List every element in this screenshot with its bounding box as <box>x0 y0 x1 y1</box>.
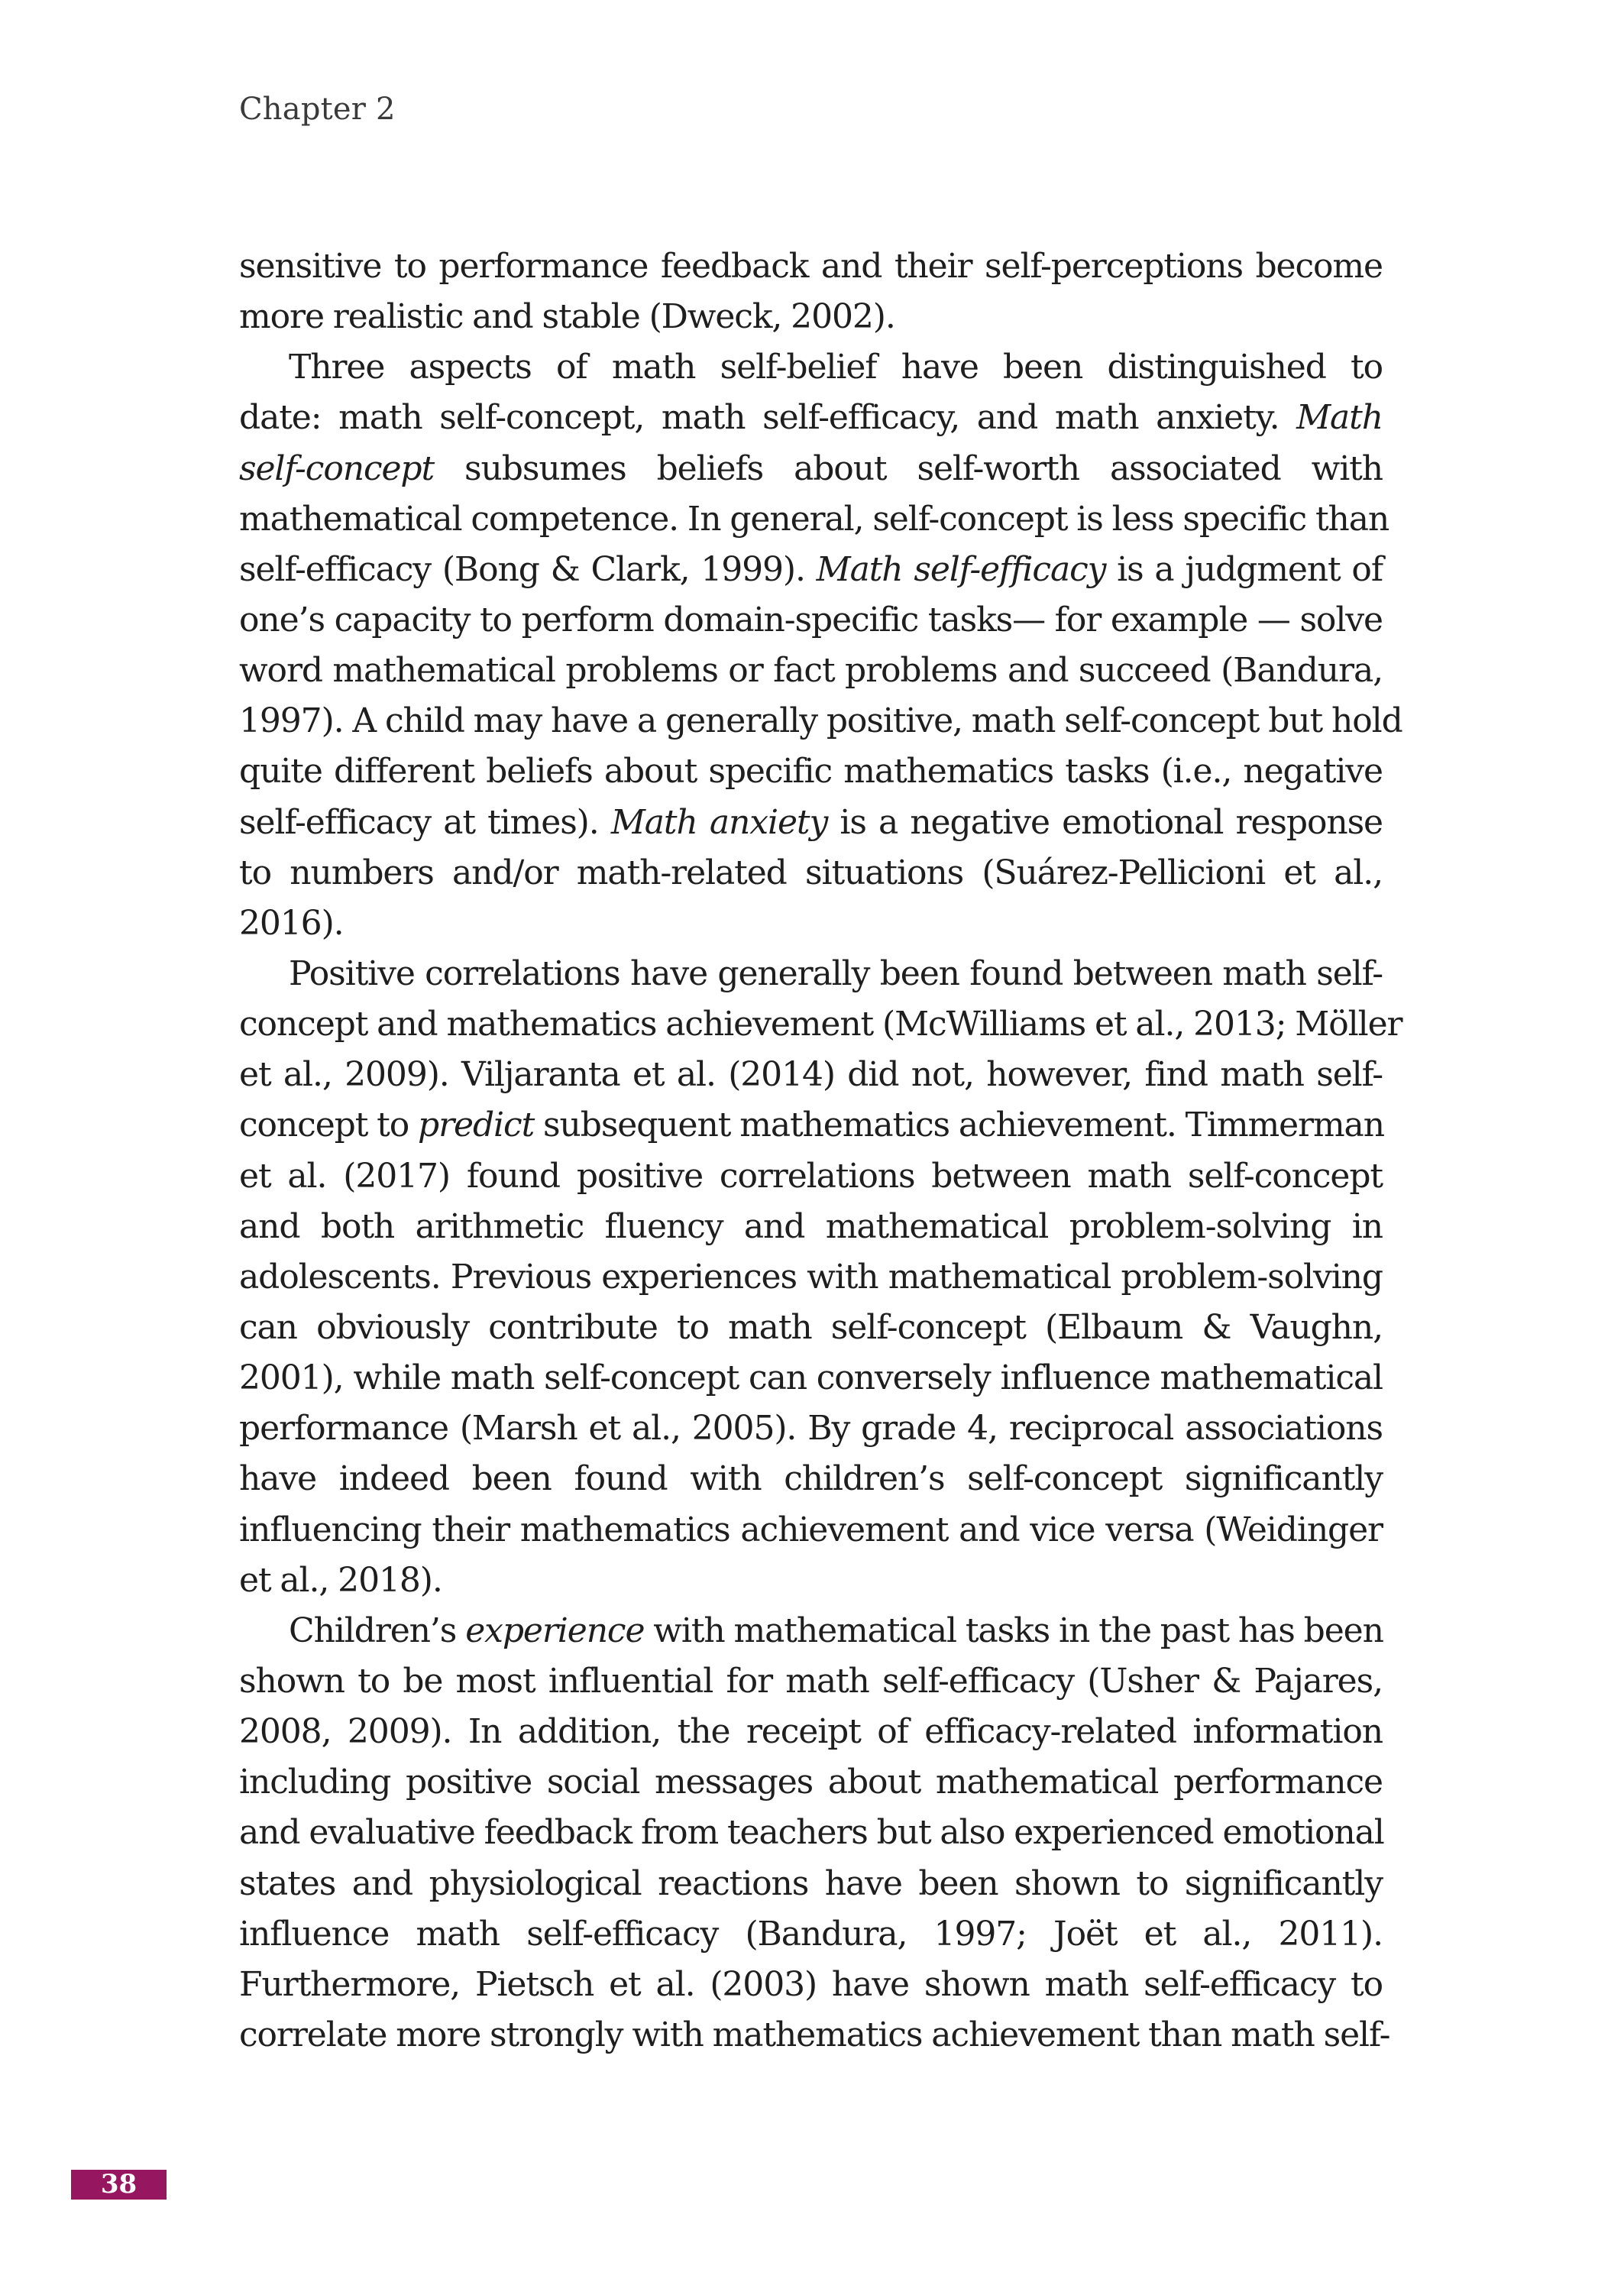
text-run: 2008, 2009). In addition, the receipt of efficacy-related information <box>239 1712 1383 1752</box>
text-run: concept and mathematics achievement (McWilliams et al., 2013; Möller <box>239 1005 1402 1044</box>
text-line <box>239 241 1383 292</box>
paragraph <box>239 949 1402 1606</box>
text-line <box>239 444 1383 494</box>
text-line <box>239 1353 1383 1403</box>
text-run: states and physiological reactions have been shown to significantly <box>239 1863 1383 1903</box>
text-run: is a judgment of <box>1105 549 1383 589</box>
text-run: quite different beliefs about specific mathematics tasks (i.e., negative <box>239 752 1383 792</box>
italic-term: experience <box>465 1611 645 1650</box>
text-run: and evaluative feedback from teachers but also experienced emotional <box>239 1813 1384 1853</box>
text-line <box>239 1403 1383 1454</box>
text-line <box>239 898 1383 949</box>
paragraph <box>239 1606 1390 2061</box>
text-run: subsumes beliefs about self-worth associated with <box>434 448 1383 488</box>
running-head: Chapter 2 <box>239 92 396 127</box>
text-run: Three aspects of math self-belief have been distinguished to <box>289 348 1383 387</box>
text-line <box>239 545 1383 595</box>
text-line <box>239 1707 1383 1757</box>
text-run: subsequent mathematics achievement. Timmerman <box>534 1106 1384 1145</box>
italic-term: self-concept <box>239 448 435 488</box>
text-line <box>239 949 1383 999</box>
text-run: mathematical competence. In general, self-concept is less specific than <box>239 499 1389 539</box>
text-line <box>239 1252 1383 1303</box>
text-run: and both arithmetic fluency and mathematical problem-solving in <box>239 1206 1383 1246</box>
italic-term: predict <box>418 1106 535 1145</box>
text-run: have indeed been found with children’s self-concept significantly <box>239 1459 1383 1499</box>
text-line <box>239 1151 1383 1202</box>
text-line <box>239 1303 1383 1353</box>
text-run: including positive social messages about mathematical performance <box>239 1763 1383 1802</box>
paragraph <box>239 241 1383 342</box>
text-run: self-efficacy (Bong & Clark, 1999). <box>239 549 817 589</box>
text-line <box>239 999 1402 1050</box>
text-line <box>239 1454 1383 1504</box>
text-line <box>239 1100 1383 1151</box>
italic-term: Math self-efficacy <box>816 549 1106 589</box>
body-text <box>239 241 1402 2061</box>
text-run: shown to be most influential for math self-efficacy (Usher & Pajares, <box>239 1661 1383 1701</box>
text-run: correlate more strongly with mathematics achievement than math self- <box>239 2015 1390 2054</box>
text-line <box>239 393 1383 443</box>
text-run: self-efficacy at times). <box>239 802 611 842</box>
text-run: et al., 2018). <box>239 1560 442 1600</box>
text-line <box>239 848 1383 898</box>
text-run: to numbers and/or math-related situations (Suárez-Pellicioni et al., <box>239 853 1383 892</box>
text-line <box>239 1050 1383 1100</box>
text-line <box>239 1656 1383 1707</box>
text-run: adolescents. Previous experiences with mathematical problem-solving <box>239 1257 1383 1297</box>
text-line <box>239 494 1389 545</box>
text-run: one’s capacity to perform domain-specific tasks— for example — solve <box>239 600 1383 639</box>
text-line <box>239 1202 1383 1252</box>
text-line <box>239 798 1383 848</box>
text-line <box>239 342 1383 393</box>
text-line <box>239 1808 1383 1858</box>
text-run: Positive correlations have generally been found between math self- <box>289 953 1383 993</box>
text-run: is a negative emotional response <box>827 802 1383 842</box>
text-line <box>239 1606 1383 1656</box>
text-run: performance (Marsh et al., 2005). By grade 4, reciprocal associations <box>239 1409 1383 1449</box>
text-run: Children’s <box>289 1611 466 1650</box>
text-line <box>239 646 1383 696</box>
italic-term: Math anxiety <box>610 802 828 842</box>
text-line <box>239 746 1383 797</box>
text-run: concept to <box>239 1106 419 1145</box>
italic-term: Math <box>1296 398 1383 438</box>
text-run: sensitive to performance feedback and their self-perceptions become <box>239 247 1383 286</box>
text-run: with mathematical tasks in the past has been <box>644 1611 1383 1650</box>
text-run: Furthermore, Pietsch et al. (2003) have shown math self-efficacy to <box>239 1964 1383 2004</box>
text-run: 1997). A child may have a generally positive, math self-concept but hold <box>239 701 1402 741</box>
text-run: can obviously contribute to math self-concept (Elbaum & Vaughn, <box>239 1307 1383 1347</box>
text-run: word mathematical problems or fact problems and succeed (Bandura, <box>239 651 1383 691</box>
text-run: influence math self-efficacy (Bandura, 1997; Joët et al., 2011). <box>239 1914 1383 1954</box>
page-number-badge: 38 <box>71 2170 167 2200</box>
text-run: more realistic and stable (Dweck, 2002). <box>239 297 895 337</box>
text-run: 2001), while math self-concept can conversely influence mathematical <box>239 1358 1383 1398</box>
text-run: date: math self-concept, math self-efficacy, and math anxiety. <box>239 398 1297 438</box>
text-line <box>239 1757 1383 1808</box>
text-line <box>239 1556 1383 1606</box>
text-line <box>239 1505 1383 1556</box>
text-line <box>239 1859 1383 1909</box>
text-line <box>239 696 1402 746</box>
text-line <box>239 1909 1383 1960</box>
text-line <box>239 1960 1383 2010</box>
text-line <box>239 292 1383 342</box>
text-run: et al. (2017) found positive correlations between math self-concept <box>239 1156 1383 1196</box>
text-run: et al., 2009). Viljaranta et al. (2014) did not, however, find math self- <box>239 1055 1383 1095</box>
text-run: influencing their mathematics achievement and vice versa (Weidinger <box>239 1510 1383 1549</box>
text-run: 2016). <box>239 903 344 943</box>
paragraph <box>239 342 1402 949</box>
text-line <box>239 2010 1390 2061</box>
text-line <box>239 595 1383 646</box>
